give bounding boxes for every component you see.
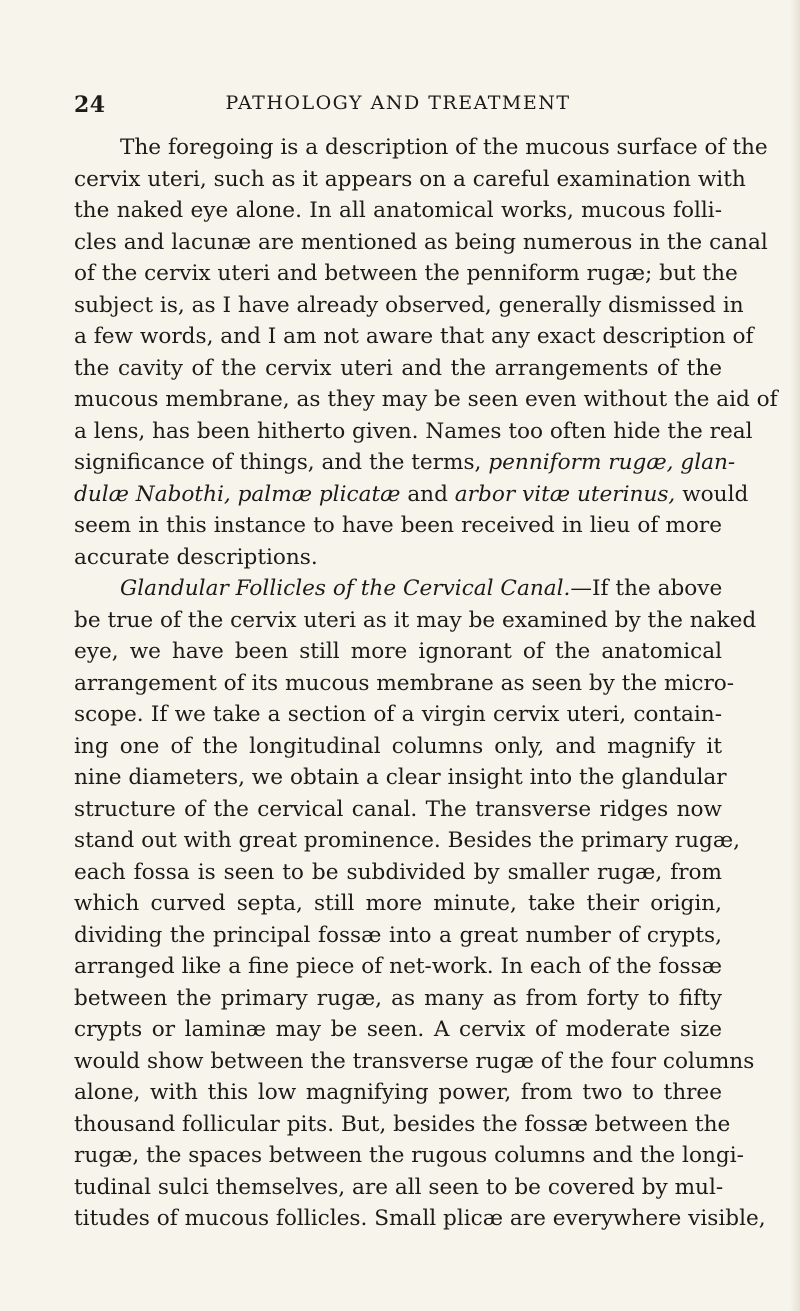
text-run: and <box>407 481 448 507</box>
text-line: eye, we have been still more ignorant of the anatomical <box>74 639 722 664</box>
section-heading: Glandular Follicles of the Cervical Canal. <box>120 576 571 601</box>
page-number: 24 <box>74 92 106 118</box>
text-line: cles and lacunæ are mentioned as being numerous in the canal <box>74 229 768 255</box>
text-line: rugæ, the spaces between the rugous columns and the longi- <box>74 1143 744 1168</box>
text-line: alone, with this low magnifying power, from two to three <box>74 1080 722 1105</box>
italic-term: dulæ Nabothi, palmæ plicatæ <box>74 481 401 507</box>
text-line: seem in this instance to have been received in lieu of more <box>74 513 722 538</box>
text-line: structure of the cervical canal. The transverse ridges now <box>74 796 722 822</box>
text-line: of the cervix uteri and between the penniform rugæ; but the <box>74 261 738 286</box>
text-run: would <box>682 481 749 507</box>
paragraph-glandular-follicles <box>74 573 766 1235</box>
text-line: each fossa is seen to be subdivided by smaller rugæ, from <box>74 859 722 885</box>
text-line: The foregoing is a description of the mucous surface of the <box>120 135 768 160</box>
text-line: accurate descriptions. <box>74 544 318 570</box>
text-line: would show between the transverse rugæ of the four columns <box>74 1048 755 1074</box>
text-line: titudes of mucous follicles. Small plicæ are everywhere visible, <box>74 1206 766 1231</box>
text-line: thousand follicular pits. But, besides the fossæ between the <box>74 1111 731 1137</box>
italic-term: penniform rugæ, glan- <box>488 450 736 475</box>
text-line: the cavity of the cervix uteri and the arrangements of the <box>74 355 722 381</box>
text-line: cervix uteri, such as it appears on a careful examination with <box>74 166 746 192</box>
text-line: dividing the principal fossæ into a great number of crypts, <box>74 922 722 948</box>
text-line: subject is, as I have already observed, generally dismissed in <box>74 292 744 318</box>
text-line: arranged like a fine piece of net-work. In each of the fossæ <box>74 954 722 979</box>
text-line: a few words, and I am not aware that any exact description of <box>74 324 754 349</box>
text-line <box>74 479 749 511</box>
text-line: scope. If we take a section of a virgin cervix uteri, contain- <box>74 702 722 727</box>
text-run: —If the above <box>570 576 723 601</box>
text-line: nine diameters, we obtain a clear insight into the glandular <box>74 765 727 790</box>
text-line: tudinal sulci themselves, are all seen to be covered by mul- <box>74 1174 724 1200</box>
text-line: crypts or laminæ may be seen. A cervix of moderate size <box>74 1017 722 1042</box>
text-line: between the primary rugæ, as many as from forty to fifty <box>74 985 722 1011</box>
text-line: the naked eye alone. In all anatomical works, mucous folli- <box>74 198 722 223</box>
text-run: significance of things, and the terms, <box>74 450 482 475</box>
text-line <box>74 573 722 605</box>
text-line: arrangement of its mucous membrane as seen by the micro- <box>74 670 735 696</box>
body-text <box>74 132 778 1235</box>
text-line: ing one of the longitudinal columns only, and magnify it <box>74 733 722 759</box>
text-line <box>74 447 736 479</box>
running-title: PATHOLOGY AND TREATMENT <box>225 92 571 114</box>
text-line: stand out with great prominence. Besides the primary rugæ, <box>74 828 740 853</box>
page-edge-shadow <box>790 0 800 1311</box>
paragraph-mucous-surface <box>74 132 778 573</box>
text-line: a lens, has been hitherto given. Names too often hide the real <box>74 418 753 444</box>
text-line: which curved septa, still more minute, take their origin, <box>74 891 722 916</box>
running-head <box>74 92 722 122</box>
italic-term: arbor vitæ uterinus, <box>454 481 676 507</box>
text-line: be true of the cervix uteri as it may be examined by the naked <box>74 607 757 633</box>
text-line: mucous membrane, as they may be seen even without the aid of <box>74 387 778 412</box>
